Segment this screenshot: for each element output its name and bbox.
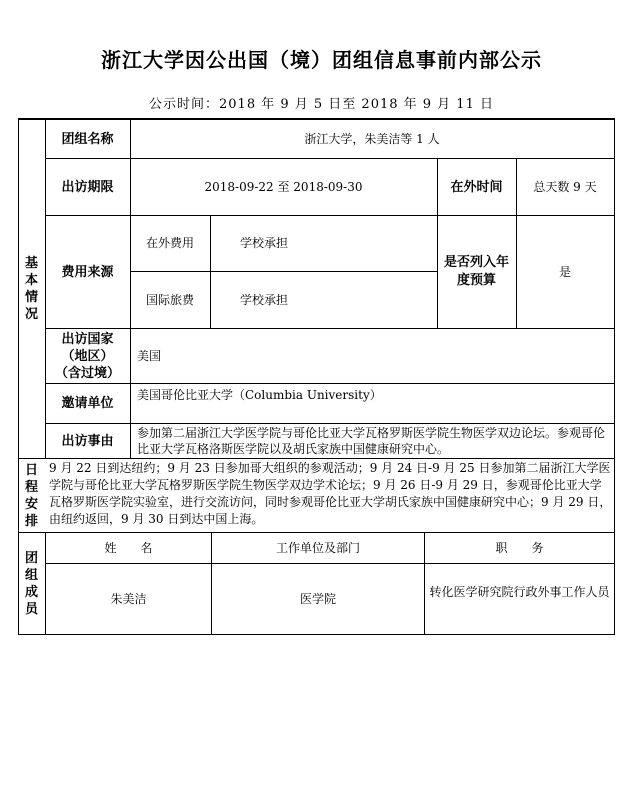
intl-travel-value: 学校承担 [240, 292, 289, 307]
abroad-cost-label: 在外费用 [145, 236, 194, 250]
schedule-text: 9 月 22 日到达纽约；9 月 23 日参加哥大组织的参观活动；9 月 24 日-9 月 25 日参加第二届浙江大学医学院与哥伦比亚大学瓦格罗斯医学院生物医学双边学术论坛；9 月 26 日-9 月 29 日，参观哥伦比亚大学瓦格罗斯医学院实验室，进行交流访问，同时参观哥伦比亚大学胡氏家族中国健康研究中心；9 月 29 日，由纽约返回，9 月 30 日到达中国上海。 [49, 461, 612, 526]
group-name-value: 浙江大学，朱美洁等 1 人 [304, 131, 440, 146]
abroad-cost-value: 学校承担 [240, 236, 289, 250]
countries-label: 出访国家 （地区） （含过境） [54, 331, 120, 381]
member-name: 朱美洁 [110, 591, 147, 606]
page-title: 浙江大学因公出国（境）团组信息事前内部公示 [101, 48, 542, 72]
time-abroad-value: 总天数 9 天 [533, 179, 597, 194]
basic-info-section-label: 基 本 情 况 [24, 256, 38, 322]
member-name-header: 姓 名 [104, 540, 153, 555]
annual-budget-label: 是否列入年度预算 [443, 255, 509, 288]
member-position-header: 职 务 [495, 540, 544, 555]
visit-period-label: 出访期限 [61, 179, 114, 195]
member-unit-header: 工作单位及部门 [275, 540, 360, 555]
intl-travel-label: 国际旅费 [145, 292, 194, 307]
time-abroad-label: 在外时间 [450, 179, 503, 195]
members-section-label: 团 组 成 员 [24, 550, 38, 617]
inviter-value: 美国哥伦比亚大学（Columbia University） [137, 388, 382, 402]
group-name-label: 团组名称 [61, 131, 114, 147]
inviter-label: 邀请单位 [61, 396, 114, 411]
purpose-value: 参加第二届浙江大学医学院与哥伦比亚大学瓦格罗斯医学院生物医学双边论坛。参观哥伦比亚大学瓦格洛斯医学院以及胡氏家族中国健康研究中心。 [137, 426, 606, 456]
purpose-label: 出访事由 [61, 433, 114, 449]
publicity-period: 公示时间：2018 年 9 月 5 日至 2018 年 9 月 11 日 [149, 97, 494, 112]
countries-value: 美国 [137, 348, 162, 363]
visit-period-value: 2018-09-22 至 2018-09-30 [204, 179, 363, 194]
member-position: 转化医学研究院行政外事工作人员 [429, 584, 610, 599]
schedule-section-label: 日 程 安 排 [24, 462, 38, 529]
member-unit: 医学院 [299, 591, 336, 606]
annual-budget-value: 是 [558, 264, 571, 279]
funding-source-label: 费用来源 [61, 264, 114, 280]
